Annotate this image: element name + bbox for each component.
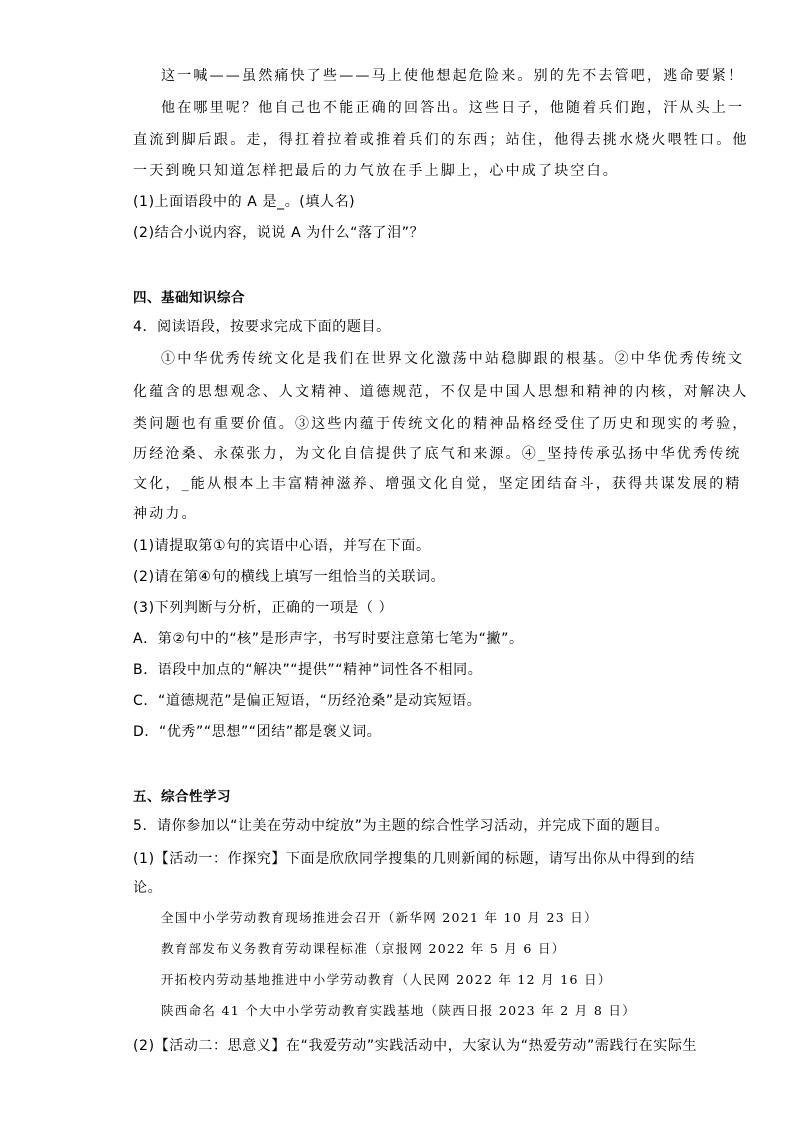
option-d: D．“优秀”“思想”“团结”都是褒义词。 xyxy=(133,724,382,740)
activity-2-line: (2)【活动二：思意义】在“我爱劳动”实践活动中，大家认为“热爱劳动”需践行在实际生 xyxy=(133,1038,698,1054)
passage-line: 文化，_能从根本上丰富精神滋养、增强文化自觉，坚定团结奋斗，获得共谋发展的精 xyxy=(133,476,742,492)
news-headline: 陕西命名 41 个大中小学劳动教育实践基地（陕西日报 2023 年 2 月 8 日） xyxy=(161,1003,637,1018)
section-4-heading: 四、基础知识综合 xyxy=(133,290,245,306)
passage-line: 这一喊——虽然痛快了些——马上使他想起危险来。别的先不去管吧，逃命要紧！ xyxy=(161,68,745,84)
option-a: A．第②句中的“核”是形声字，书写时要注意第七笔为“撇”。 xyxy=(133,631,524,647)
option-b: B．语段中加点的“解决”“提供”“精神”词性各不相同。 xyxy=(133,662,483,678)
passage-line: 化蕴含的思想观念、人文精神、道德规范，不仅是中国人思想和精神的内核，对解决人 xyxy=(133,384,749,400)
question-3-sub-2: (2)结合小说内容，说说 A 为什么“落了泪”？ xyxy=(133,225,425,241)
passage-line: ①中华优秀传统文化是我们在世界文化激荡中站稳脚跟的根基。②中华优秀传统文 xyxy=(161,351,745,367)
question-3-sub-1: (1)上面语段中的 A 是_。(填人名) xyxy=(133,194,356,210)
activity-1-line: (1)【活动一：作探究】下面是欣欣同学搜集的几则新闻的标题，请写出你从中得到的结 xyxy=(133,851,695,867)
question-4-stem: 4．阅读语段，按要求完成下面的题目。 xyxy=(133,319,391,335)
news-headline: 开拓校内劳动基地推进中小学劳动教育（人民网 2022 年 12 月 16 日） xyxy=(161,972,612,987)
question-4-sub-3: (3)下列判断与分析，正确的一项是（ ） xyxy=(133,600,394,616)
passage-line: 他在哪里呢？他自己也不能正确的回答出。这些日子，他随着兵们跑，汗从头上一 xyxy=(161,100,745,116)
passage-line: 一天到晚只知道怎样把最后的力气放在手上脚上，心中成了块空白。 xyxy=(133,163,619,179)
option-c: C．“道德规范”是偏正短语，“历经沧桑”是动宾短语。 xyxy=(133,693,482,709)
question-4-sub-2: (2)请在第④句的横线上填写一组恰当的关联词。 xyxy=(133,569,446,585)
passage-line: 直流到脚后跟。走，得扛着拉着或推着兵们的东西；站住，他得去挑水烧火喂牲口。他 xyxy=(133,132,749,148)
news-headline: 全国中小学劳动教育现场推进会召开（新华网 2021 年 10 月 23 日） xyxy=(161,910,598,925)
passage-line: 历经沧桑、永葆张力，为文化自信提供了底气和来源。④_坚持传承弘扬中华优秀传统 xyxy=(133,446,742,462)
news-headline: 教育部发布义务教育劳动课程标准（京报网 2022 年 5 月 6 日） xyxy=(161,941,566,956)
activity-1-line: 论。 xyxy=(133,880,163,896)
section-5-heading: 五、综合性学习 xyxy=(133,789,231,805)
passage-line: 神动力。 xyxy=(133,506,198,522)
question-5-stem: 5．请你参加以“让美在劳动中绽放”为主题的综合性学习活动，并完成下面的题目。 xyxy=(133,818,670,834)
passage-line: 类问题也有重要价值。③这些内蕴于传统文化的精神品格经受住了历史和现实的考验， xyxy=(133,416,749,432)
question-4-sub-1: (1)请提取第①句的宾语中心语，并写在下面。 xyxy=(133,538,431,554)
